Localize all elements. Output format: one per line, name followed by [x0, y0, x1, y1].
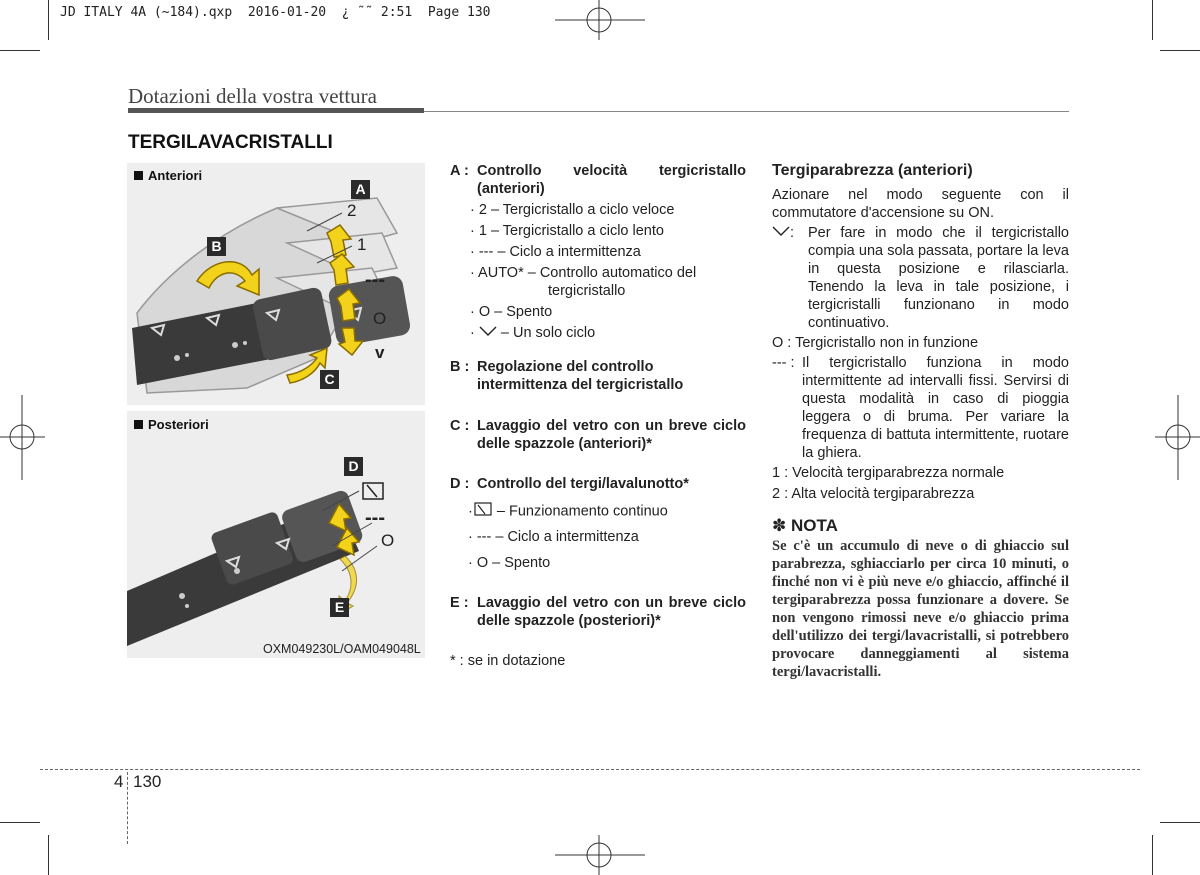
item-a [450, 162, 746, 198]
single-wipe-icon [479, 324, 497, 342]
single-wipe-desc: : Per fare in modo che il tergicristallo compia una sola passata, portare la leva in questa posizione e rilasciarla. Tenendo la leva in tale posizione, i tergicristalli funzionano in modo continuativo. [772, 224, 1069, 332]
note-title: ✽ NOTA [772, 516, 838, 535]
page-number: 130 [133, 772, 162, 791]
intro-text: Azionare nel modo seguente con il commutatore d'accensione su ON. [772, 187, 1069, 221]
item-c-text: Lavaggio del vetro con un breve ciclo delle spazzole (anteriori)* [477, 418, 746, 453]
print-slug: JD ITALY 4A (~184).qxp 2016-01-20 ¿ ˜˜ 2:51 Page 130 [60, 5, 491, 20]
item-b [450, 358, 746, 394]
section-heading: Tergiparabrezza (anteriori) [772, 162, 973, 179]
callout-a: A [351, 180, 370, 199]
item-a-sub: · --- – Ciclo a intermittenza [470, 244, 641, 260]
figure-front-wiper [127, 163, 425, 405]
rear-position-label-off: O [381, 531, 395, 550]
header-rule [128, 108, 424, 113]
item-a-sub: · 2 – Tergicristallo a ciclo veloce [470, 202, 675, 218]
item-d-sub: · --- – Ciclo a intermittenza [468, 529, 639, 546]
item-c [450, 417, 746, 453]
single-wipe-icon [772, 224, 790, 242]
chapter-number: 4 [114, 772, 124, 791]
callout-c: C [320, 370, 339, 389]
registration-mark-left [0, 395, 45, 480]
position-label-off: O [373, 309, 387, 328]
position-label-interval: --- [365, 269, 385, 291]
item-b-text: Regolazione del controllo intermittenza del tergicristallo [477, 359, 684, 394]
front-wiper-section [772, 162, 1069, 681]
registration-mark-bottom [555, 835, 645, 875]
figure-rear-label: Posteriori [134, 417, 209, 432]
section-header: Dotazioni della vostra vettura [128, 84, 377, 108]
rear-wiper-continuous-icon [473, 501, 493, 522]
figure-caption: OXM049230L/OAM049048L [263, 642, 421, 656]
interval-text: Il tergicristallo funziona in modo intermittente ad intervalli fissi. Servirsi di questa modalità in caso di pioggia leggera o di bruma. Per variare la frequenza di battuta intermittente, ruotare la ghiera. [802, 355, 1069, 461]
item-e-key: E : [450, 595, 469, 612]
item-d [450, 475, 746, 493]
position-label-2: 2 [347, 201, 357, 220]
speed-1-desc: 1 : Velocità tergiparabrezza normale [772, 465, 1005, 481]
item-e-text: Lavaggio del vetro con un breve ciclo delle spazzole (posteriori)* [477, 595, 746, 630]
rear-position-label-interval: --- [365, 507, 385, 529]
header-rule-thin [424, 111, 1069, 112]
single-wipe-text: Per fare in modo che il tergicristallo compia una sola passata, portare la leva in questa posizione e rilasciarla. Tenendo la leva in tale posizione, i tergicristalli funzionano in modo continuativo. [808, 225, 1069, 331]
item-d-sub-continuous: · – Funzionamento continuo [468, 501, 746, 522]
off-desc: O : Tergicristallo non in funzione [772, 335, 979, 351]
interval-desc: --- : Il tergicristallo funziona in modo intermittente ad intervalli fissi. Servirsi di questa modalità in caso di pioggia leggera o di bruma. Per variare la frequenza di battuta intermittente, ruotare la ghiera. [772, 355, 1069, 461]
item-a-text: Controllo velocità tergicristallo (anteriori) [477, 163, 746, 197]
item-d-key: D : [450, 476, 470, 493]
figure-rear-wiper [127, 411, 425, 658]
position-label-single: v [375, 343, 385, 362]
callout-b: B [207, 237, 226, 256]
item-a-sub: tergicristallo [548, 283, 626, 299]
item-a-sub: · AUTO* – Controllo automatico del [470, 265, 697, 281]
page-title: TERGILAVACRISTALLI [128, 132, 333, 153]
note-body: Se c'è un accumulo di neve o di ghiaccio sul parabrezza, sghiacciarlo per circa 10 minuti, o finché non vi è più neve e/o ghiaccio, affinché il tergiparabrezza possa funzionare a dovere. Se non vengono rimossi neve e/o ghiaccio prima dell'utilizzo dei tergi/lavacristalli, si potrebbero provocare danneggiamenti al sistema tergi/lavacristalli. [772, 538, 1069, 680]
item-a-sub: · 1 – Tergicristallo a ciclo lento [470, 223, 664, 239]
position-label-1: 1 [357, 235, 367, 254]
control-legend [450, 162, 746, 670]
footnote: * : se in dotazione [450, 653, 566, 670]
footer-rule [40, 769, 1140, 770]
item-d-sub-text: – Funzionamento continuo [496, 503, 668, 520]
footer-divider [127, 772, 128, 844]
registration-mark-right [1155, 395, 1200, 480]
item-c-key: C : [450, 418, 470, 435]
item-a-key: A : [450, 163, 469, 179]
item-d-text: Controllo del tergi/lavalunotto* [477, 476, 689, 493]
rear-wiper-symbol-icon [363, 483, 383, 499]
item-b-key: B : [450, 359, 470, 376]
item-a-sub-text: – Un solo ciclo [500, 325, 596, 341]
registration-mark-top [555, 0, 645, 40]
item-a-sub-single: · – Un solo ciclo [470, 325, 596, 341]
callout-d: D [344, 457, 363, 476]
callout-e: E [330, 598, 349, 617]
item-d-sub: · O – Spento [468, 555, 551, 572]
item-e [450, 594, 746, 630]
item-a-sub: · O – Spento [470, 304, 553, 320]
figure-front-label: Anteriori [134, 168, 202, 183]
speed-2-desc: 2 : Alta velocità tergiparabrezza [772, 486, 975, 502]
